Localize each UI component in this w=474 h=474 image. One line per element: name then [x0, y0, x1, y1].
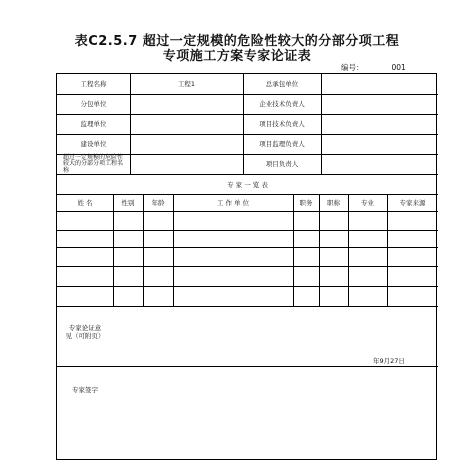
row-divider: [57, 194, 438, 195]
label-supervision-unit: 监理单位: [80, 120, 107, 128]
serial-value: 001: [391, 63, 406, 72]
col-header-title: 职称: [327, 199, 340, 207]
col-header-position: 职务: [299, 199, 313, 207]
value-project-name[interactable]: 工程1: [177, 80, 196, 88]
label-project-name: 工程名称: [80, 80, 107, 88]
form-title-line2: 专项施工方案专家论证表: [162, 49, 312, 64]
row-divider: [57, 114, 438, 115]
row-divider: [57, 266, 438, 267]
label-construction-unit: 建设单位: [80, 140, 107, 148]
row-divider: [57, 211, 438, 212]
expert-row[interactable]: [57, 286, 438, 306]
expert-row[interactable]: [57, 231, 438, 247]
signature-area[interactable]: [113, 367, 438, 459]
col-divider: [321, 74, 322, 174]
form-table: [56, 73, 437, 460]
label-expert-opinion: 专家论证意 见（可附页）: [65, 324, 105, 340]
serial-number: [341, 62, 406, 73]
row-divider: [57, 94, 438, 95]
expert-list-title: 专 家 一 览 表: [227, 181, 268, 189]
serial-label: 编号：: [341, 63, 364, 72]
label-project-manager: 项目负责人: [265, 160, 299, 168]
col-header-workplace: 工 作 单 位: [216, 199, 250, 207]
label-hazardous-project: 超过一定规模的危险性较大的分部分项工程名称: [63, 154, 124, 174]
label-expert-signature: 专家签字: [72, 386, 98, 394]
col-divider: [130, 74, 131, 174]
expert-row[interactable]: [57, 212, 438, 230]
label-supervision-lead: 项目监理负责人: [259, 140, 305, 148]
label-general-contractor: 总承包单位: [265, 80, 299, 88]
expert-row[interactable]: [57, 248, 438, 266]
label-project-tech-lead: 项目技术负责人: [259, 120, 305, 128]
col-header-source: 专家来源: [399, 199, 426, 207]
row-divider: [57, 134, 438, 135]
label-subcontractor: 分包单位: [80, 100, 107, 108]
opinion-date: 年9月27日: [373, 357, 405, 365]
col-header-gender: 性别: [121, 199, 135, 207]
col-header-name: 姓 名: [77, 199, 93, 207]
form-title-line1: 表C2.5.7 超过一定规模的危险性较大的分部分项工程: [74, 34, 400, 49]
col-header-specialty: 专业: [361, 199, 374, 207]
row-divider: [57, 174, 438, 175]
label-company-tech-lead: 企业技术负责人: [259, 100, 305, 108]
col-header-age: 年龄: [151, 199, 165, 207]
